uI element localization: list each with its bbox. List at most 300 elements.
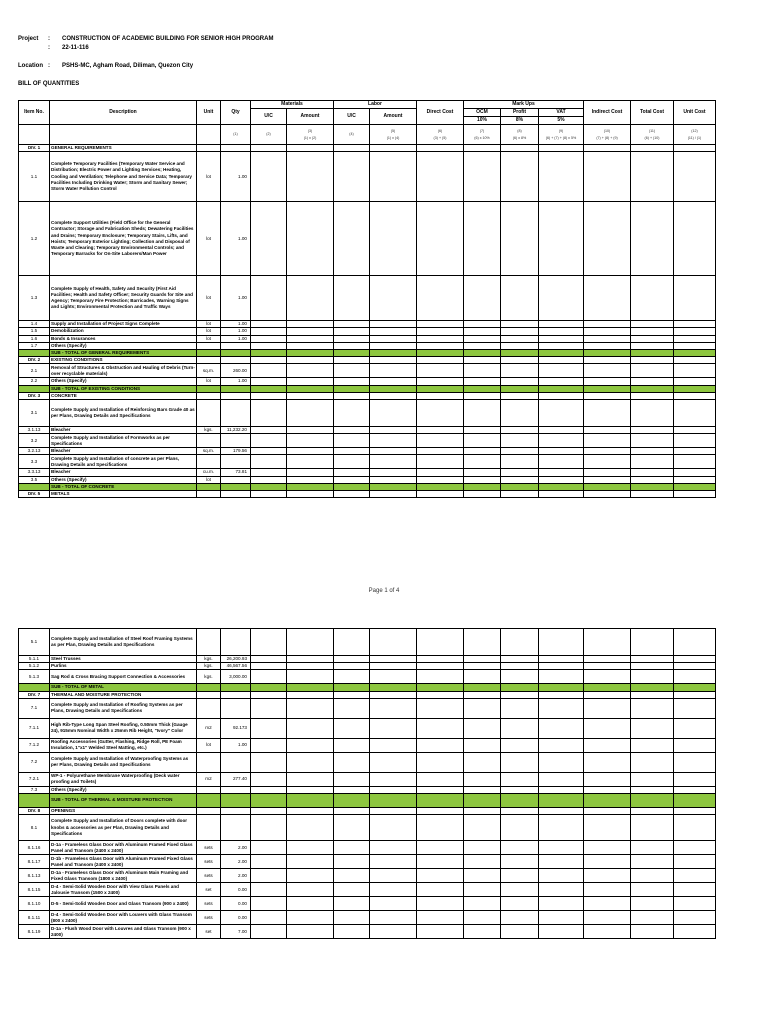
empty-cell: [287, 491, 334, 498]
empty-cell: [631, 364, 674, 378]
empty-cell: [370, 815, 417, 841]
item-no: [19, 794, 50, 808]
empty-cell: [417, 152, 464, 202]
item-description: Complete Supply of Health, Safety and Security (First Aid Facilities; Health and Safety Officer; Security Guards for Site and Agency; Temporary Fire Protection; Barricades, Warning Signs and Lights; Environmental Protection and Traffic Ways: [50, 276, 197, 321]
empty-cell: [370, 794, 417, 808]
empty-cell: [287, 483, 334, 490]
table-row: [19, 202, 716, 276]
formula-cell: (2): [251, 125, 287, 145]
division-row: [19, 357, 716, 364]
subtotal-label: SUB - TOTAL OF CONCRETE: [50, 483, 197, 490]
empty-cell: [539, 427, 584, 434]
empty-cell: [251, 629, 287, 656]
empty-cell: [464, 855, 501, 869]
table-row: [19, 911, 716, 925]
empty-cell: [501, 656, 539, 663]
empty-cell: [539, 718, 584, 738]
empty-cell: [251, 786, 287, 793]
item-unit: kgs.: [197, 663, 221, 670]
empty-cell: [584, 321, 631, 328]
empty-cell: [464, 321, 501, 328]
empty-cell: [417, 434, 464, 448]
project-code: 22-11-116: [62, 45, 89, 51]
item-no: 7.1: [19, 698, 50, 718]
item-qty: [221, 698, 251, 718]
empty-cell: [539, 897, 584, 911]
empty-cell: [631, 897, 674, 911]
item-qty: 1.00: [221, 738, 251, 752]
item-no: [19, 350, 50, 357]
empty-cell: [334, 691, 370, 698]
empty-cell: [287, 357, 334, 364]
empty-cell: [584, 455, 631, 469]
empty-cell: [464, 455, 501, 469]
item-description: Removal of Structures & Obstruction and Hauling of Debris (Turn-over recyclable materials): [51, 364, 195, 376]
empty-cell: [501, 385, 539, 392]
empty-cell: [287, 738, 334, 752]
item-unit: lot: [197, 378, 221, 385]
item-no: DIV. 2: [19, 357, 50, 364]
colon: :: [48, 45, 50, 51]
empty-cell: [417, 772, 464, 786]
empty-cell: [501, 400, 539, 427]
project-label: Project: [18, 36, 39, 42]
table-row: [19, 400, 716, 427]
empty-cell: [674, 448, 716, 455]
empty-cell: [631, 752, 674, 772]
empty-cell: [501, 911, 539, 925]
empty-cell: [539, 469, 584, 476]
empty-cell: [370, 911, 417, 925]
item-no: DIV. 1: [19, 145, 50, 152]
empty-cell: [584, 364, 631, 378]
empty-cell: [370, 342, 417, 349]
empty-cell: [539, 738, 584, 752]
empty-cell: [631, 350, 674, 357]
item-no: 3.3.13: [19, 469, 50, 476]
empty-cell: [501, 925, 539, 939]
empty-cell: [674, 491, 716, 498]
empty-cell: [417, 629, 464, 656]
empty-cell: [539, 342, 584, 349]
empty-cell: [251, 718, 287, 738]
item-no: 7.1.1: [19, 718, 50, 738]
item-description: Complete Supply and Installation of Doors complete with door knobs & accessories as per Plan, Drawing Details and Specifications: [50, 815, 197, 841]
empty-cell: [539, 357, 584, 364]
col-materials: Materials: [251, 101, 334, 109]
item-no: 1.1: [19, 152, 50, 202]
empty-cell: [501, 883, 539, 897]
empty-cell: [674, 883, 716, 897]
empty-cell: [631, 738, 674, 752]
empty-cell: [539, 145, 584, 152]
item-unit: sets: [197, 869, 221, 883]
empty-cell: [287, 469, 334, 476]
empty-cell: [501, 350, 539, 357]
empty-cell: [251, 427, 287, 434]
item-description: Roofing Accessories (Gutter, Flashing, Ridge Roll, PE Foam Insulation, 1"x1" Welded Steel Matting, etc.): [50, 738, 197, 752]
empty-cell: [674, 663, 716, 670]
formula-cell: (1): [221, 125, 251, 145]
table-row: [19, 342, 716, 349]
empty-cell: [417, 491, 464, 498]
item-qty: [221, 629, 251, 656]
colon: :: [48, 63, 50, 69]
empty-cell: [584, 808, 631, 815]
empty-cell: [539, 698, 584, 718]
table-row: [19, 378, 716, 385]
empty-cell: [584, 335, 631, 342]
empty-cell: [334, 491, 370, 498]
empty-cell: [251, 691, 287, 698]
empty-cell: [674, 684, 716, 691]
table-row: [19, 469, 716, 476]
empty-cell: [464, 698, 501, 718]
table-row: [19, 786, 716, 793]
empty-cell: [251, 350, 287, 357]
empty-cell: [674, 392, 716, 399]
empty-cell: [251, 328, 287, 335]
empty-cell: [631, 808, 674, 815]
empty-cell: [251, 483, 287, 490]
item-qty: 1.00: [221, 276, 251, 321]
empty-cell: [464, 841, 501, 855]
empty-cell: [464, 427, 501, 434]
empty-cell: [251, 378, 287, 385]
item-unit: set: [197, 883, 221, 897]
empty-cell: [334, 738, 370, 752]
empty-cell: [417, 841, 464, 855]
empty-cell: [674, 752, 716, 772]
item-unit: kgs.: [197, 427, 221, 434]
empty-cell: [287, 476, 334, 483]
item-unit: lot: [197, 276, 221, 321]
division-row: [19, 392, 716, 399]
empty-cell: [251, 663, 287, 670]
empty-cell: [464, 385, 501, 392]
item-no: 8.1.17: [19, 855, 50, 869]
empty-cell: [251, 925, 287, 939]
empty-cell: [674, 145, 716, 152]
empty-cell: [464, 357, 501, 364]
empty-cell: [501, 357, 539, 364]
table-row: [19, 276, 716, 321]
empty-cell: [370, 321, 417, 328]
empty-cell: [501, 427, 539, 434]
empty-cell: [287, 883, 334, 897]
empty-cell: [539, 911, 584, 925]
empty-cell: [501, 841, 539, 855]
item-no: 7.1.2: [19, 738, 50, 752]
empty-cell: [501, 321, 539, 328]
empty-cell: [464, 335, 501, 342]
empty-cell: [251, 883, 287, 897]
empty-cell: [631, 427, 674, 434]
empty-cell: [674, 911, 716, 925]
empty-cell: [221, 691, 251, 698]
empty-cell: [334, 427, 370, 434]
item-unit: [197, 629, 221, 656]
col-vat-pct: 5%: [539, 117, 584, 125]
item-description: Complete Supply and Installation of Steel Roof Framing Systems as per Plan, Drawing Details and Specifications: [50, 629, 197, 656]
col-profit: Profit: [501, 109, 539, 117]
table-row: [19, 869, 716, 883]
empty-cell: [539, 455, 584, 469]
empty-cell: [417, 691, 464, 698]
empty-cell: [674, 350, 716, 357]
empty-cell: [584, 841, 631, 855]
empty-cell: [584, 670, 631, 684]
empty-cell: [539, 400, 584, 427]
empty-cell: [334, 335, 370, 342]
empty-cell: [197, 794, 221, 808]
empty-cell: [417, 925, 464, 939]
empty-cell: [584, 698, 631, 718]
empty-cell: [501, 364, 539, 378]
empty-cell: [539, 883, 584, 897]
item-no: 8.1.10: [19, 897, 50, 911]
formula-cell: (9) (6) + (7) + (8) x 5%: [539, 125, 584, 145]
empty-cell: [674, 385, 716, 392]
subtotal-row: [19, 483, 716, 490]
empty-cell: [221, 392, 251, 399]
empty-cell: [539, 656, 584, 663]
empty-cell: [464, 786, 501, 793]
item-unit: lot: [197, 321, 221, 328]
item-description: D-5 - Semi-Solid Wooden Door and Glass Transom (900 x 2400): [50, 897, 197, 911]
empty-cell: [501, 663, 539, 670]
empty-cell: [287, 427, 334, 434]
empty-cell: [464, 911, 501, 925]
empty-cell: [584, 152, 631, 202]
item-no: [19, 684, 50, 691]
empty-cell: [251, 385, 287, 392]
empty-cell: [584, 276, 631, 321]
empty-cell: [287, 152, 334, 202]
empty-cell: [464, 925, 501, 939]
empty-cell: [539, 476, 584, 483]
item-no: DIV. 8: [19, 808, 50, 815]
item-no: 3.1.13: [19, 427, 50, 434]
empty-cell: [674, 469, 716, 476]
empty-cell: [370, 670, 417, 684]
item-no: 3.3: [19, 455, 50, 469]
empty-cell: [251, 670, 287, 684]
empty-cell: [251, 738, 287, 752]
empty-cell: [334, 364, 370, 378]
empty-cell: [674, 786, 716, 793]
item-description: Complete Supply and Installation of Formworks as per Specifications: [50, 434, 197, 448]
empty-cell: [631, 786, 674, 793]
empty-cell: [334, 378, 370, 385]
empty-cell: [287, 434, 334, 448]
empty-cell: [370, 328, 417, 335]
empty-cell: [674, 841, 716, 855]
empty-cell: [370, 385, 417, 392]
col-vat: VAT: [539, 109, 584, 117]
empty-cell: [464, 684, 501, 691]
empty-cell: [501, 342, 539, 349]
empty-cell: [539, 392, 584, 399]
empty-cell: [221, 385, 251, 392]
empty-cell: [370, 378, 417, 385]
empty-cell: [631, 476, 674, 483]
empty-cell: [631, 925, 674, 939]
empty-cell: [251, 897, 287, 911]
empty-cell: [287, 342, 334, 349]
empty-cell: [539, 786, 584, 793]
empty-cell: [631, 469, 674, 476]
empty-cell: [631, 335, 674, 342]
division-title: OPENINGS: [50, 808, 197, 815]
table-row: [19, 656, 716, 663]
page-number: Page 1 of 4: [368, 588, 400, 594]
item-no: 8.1.11: [19, 911, 50, 925]
item-qty: 1.00: [221, 321, 251, 328]
item-no: 5.1.2: [19, 663, 50, 670]
empty-cell: [584, 656, 631, 663]
item-qty: 1.00: [221, 202, 251, 276]
item-description: Others (Specify): [50, 378, 197, 385]
item-unit: [197, 786, 221, 793]
location-label: Location: [18, 63, 43, 69]
empty-cell: [251, 400, 287, 427]
division-title: CONCRETE: [50, 392, 197, 399]
empty-cell: [370, 718, 417, 738]
empty-cell: [539, 663, 584, 670]
empty-cell: [674, 342, 716, 349]
empty-cell: [287, 656, 334, 663]
empty-cell: [334, 925, 370, 939]
empty-cell: [417, 663, 464, 670]
item-description: Others (Specify): [50, 342, 197, 349]
item-no: 5.1.3: [19, 670, 50, 684]
empty-cell: [674, 328, 716, 335]
item-description: Others (Specify): [50, 786, 197, 793]
empty-cell: [417, 794, 464, 808]
empty-cell: [417, 364, 464, 378]
empty-cell: [251, 684, 287, 691]
empty-cell: [501, 897, 539, 911]
empty-cell: [464, 656, 501, 663]
empty-cell: [464, 794, 501, 808]
empty-cell: [501, 455, 539, 469]
empty-cell: [539, 350, 584, 357]
empty-cell: [370, 276, 417, 321]
item-qty: 0.00: [221, 911, 251, 925]
empty-cell: [584, 202, 631, 276]
empty-cell: [370, 476, 417, 483]
item-no: 7.2.1: [19, 772, 50, 786]
empty-cell: [251, 357, 287, 364]
empty-cell: [370, 427, 417, 434]
empty-cell: [334, 455, 370, 469]
table-row: [19, 448, 716, 455]
empty-cell: [417, 378, 464, 385]
empty-cell: [417, 335, 464, 342]
empty-cell: [631, 434, 674, 448]
empty-cell: [370, 684, 417, 691]
empty-cell: [539, 335, 584, 342]
formula-cell: (10) (7) + (8) + (9): [584, 125, 631, 145]
table-row: [19, 772, 716, 786]
empty-cell: [539, 629, 584, 656]
empty-cell: [464, 364, 501, 378]
empty-cell: [501, 202, 539, 276]
empty-cell: [417, 855, 464, 869]
item-no: 8.1.15: [19, 883, 50, 897]
empty-cell: [197, 350, 221, 357]
item-unit: kgs.: [197, 670, 221, 684]
empty-cell: [584, 869, 631, 883]
table-row: [19, 455, 716, 469]
empty-cell: [674, 794, 716, 808]
empty-cell: [417, 328, 464, 335]
empty-cell: [631, 483, 674, 490]
empty-cell: [501, 684, 539, 691]
item-no: 7.3: [19, 786, 50, 793]
item-unit: sets: [197, 897, 221, 911]
empty-cell: [197, 392, 221, 399]
col-description: Description: [50, 101, 197, 125]
col-unit-cost: Unit Cost: [674, 101, 716, 125]
empty-cell: [417, 342, 464, 349]
empty-cell: [584, 855, 631, 869]
empty-cell: [501, 476, 539, 483]
empty-cell: [464, 392, 501, 399]
empty-cell: [674, 364, 716, 378]
location-value: PSHS-MC, Agham Road, Diliman, Quezon City: [62, 63, 194, 69]
empty-cell: [287, 808, 334, 815]
item-qty: 2.00: [221, 841, 251, 855]
item-no: 8.1.16: [19, 841, 50, 855]
division-title: EXISTING CONDITIONS: [50, 357, 197, 364]
empty-cell: [334, 897, 370, 911]
item-unit: [197, 342, 221, 349]
formula-cell: (6) (3) + (5): [417, 125, 464, 145]
item-qty: 1.00: [221, 328, 251, 335]
empty-cell: [417, 911, 464, 925]
empty-cell: [370, 855, 417, 869]
empty-cell: [464, 491, 501, 498]
empty-cell: [251, 698, 287, 718]
item-no: 7.2: [19, 752, 50, 772]
empty-cell: [370, 698, 417, 718]
empty-cell: [417, 202, 464, 276]
boq-table-page-2: [18, 628, 716, 939]
empty-cell: [539, 483, 584, 490]
table-row: [19, 321, 716, 328]
empty-cell: [334, 815, 370, 841]
empty-cell: [501, 491, 539, 498]
item-qty: [221, 476, 251, 483]
table-row: [19, 841, 716, 855]
table-row: [19, 663, 716, 670]
empty-cell: [370, 455, 417, 469]
item-no: DIV. 7: [19, 691, 50, 698]
empty-cell: [631, 656, 674, 663]
empty-cell: [674, 321, 716, 328]
empty-cell: [539, 378, 584, 385]
empty-cell: [501, 698, 539, 718]
item-unit: [197, 434, 221, 448]
empty-cell: [464, 772, 501, 786]
empty-cell: [501, 808, 539, 815]
item-no: 8.1.19: [19, 925, 50, 939]
empty-cell: [539, 925, 584, 939]
empty-cell: [334, 656, 370, 663]
empty-cell: [584, 794, 631, 808]
